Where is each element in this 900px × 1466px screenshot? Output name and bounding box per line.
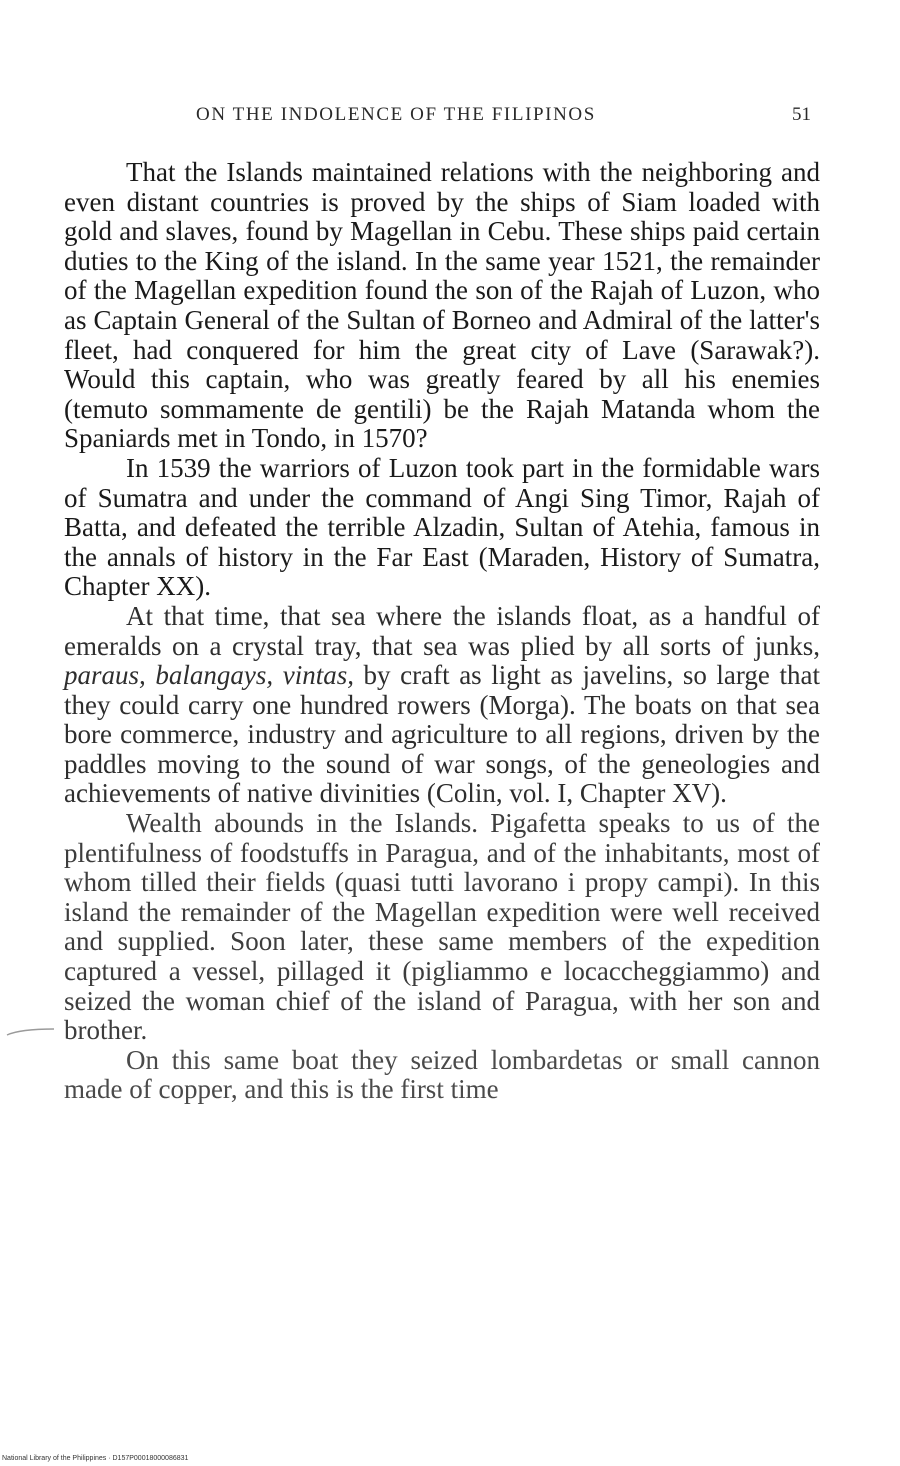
paragraph-5: On this same boat they seized lombardetas or small cannon made of copper, and this is the first time [64, 1044, 820, 1105]
body-text [64, 158, 820, 1105]
page-number: 51 [792, 104, 811, 125]
paragraph-2: In 1539 the warriors of Luzon took part in the formidable wars of Sumatra and under the command of Angi Sing Timor, Rajah of Batta, and defeated the terrible Alzadin, Sultan of Atehia, famous in the annals of history in the Far East (Maraden, History of Sumatra, Chapter XX). [64, 452, 820, 602]
paragraph-3-italic-boats: paraus, balangays, vintas, [64, 660, 354, 691]
paragraph-1: That the Islands maintained relations with the neighboring and even distant countries is proved by the ships of Siam loaded with gold and slaves, found by Magellan in Cebu. These ships paid certain duties to the King of the island. In the same year 1521, the remainder of the Magellan expedition found the son of the Rajah of Luzon, who as Captain General of the Sultan of Borneo and Admiral of the latter's fleet, had conquered for him the great city of Lave (Sarawak?). Would this captain, who was greatly feared by all his enemies (temuto sommamente de gentili) be the Rajah Matanda whom the Spaniards met in Tondo, in 1570? [64, 157, 820, 454]
footer-credit: National Library of the Philippines · D157P00018000086831 [2, 1455, 189, 1462]
paragraph-3-text-after: by craft as light as javelins, so large that they could carry one hundred rowers (Morga). The boats on that sea bore commerce, industry and agriculture to all regions, driven by the paddles moving to the sound of war songs, of the geneologies and achievements of native divinities (Colin, vol. I, Chapter XV). [64, 660, 820, 809]
margin-pencil-mark [6, 1028, 56, 1036]
running-title: ON THE INDOLENCE OF THE FILIPINOS [196, 104, 596, 125]
paragraph-4: Wealth abounds in the Islands. Pigafetta speaks to us of the plentifulness of foodstuffs in Paragua, and of the inhabitants, most of whom tilled their fields (quasi tutti lavorano i propy campi). In this island the remainder of the Magellan expedition were well received and supplied. Soon later, these same members of the expedition captured a vessel, pillaged it (pigliammo e locaccheggiammo) and seized the woman chief of the island of Paragua, with her son and brother. [64, 808, 820, 1046]
running-head [0, 104, 900, 134]
paragraph-3 [64, 602, 820, 809]
paragraph-3-text-before: At that time, that sea where the islands float, as a handful of emeralds on a crystal tray, that sea was plied by all sorts of junks, [64, 600, 820, 661]
